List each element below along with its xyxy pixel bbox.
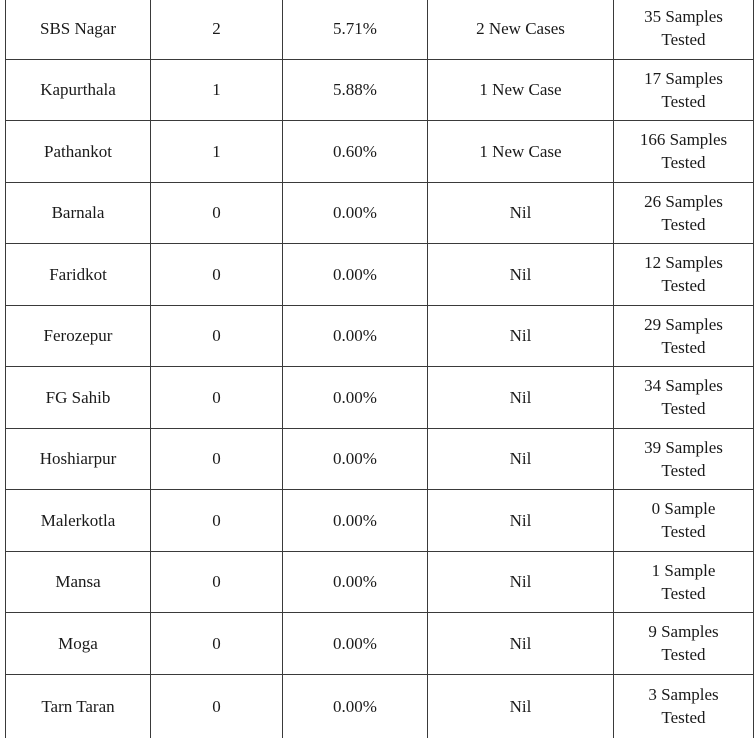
new-cases-cell: Nil: [428, 490, 614, 552]
new-cases-cell: Nil: [428, 244, 614, 306]
new-cases-cell: Nil: [428, 428, 614, 490]
new-cases-cell: Nil: [428, 551, 614, 613]
samples-label: Tested: [661, 522, 706, 542]
cases-cell: 0: [151, 182, 283, 244]
new-cases-cell: 2 New Cases: [428, 0, 614, 59]
positivity-cell: 0.00%: [283, 244, 428, 306]
samples-cell: [614, 244, 754, 306]
table-row: [6, 59, 754, 121]
samples-count: 17 Samples: [644, 68, 723, 88]
positivity-cell: 0.00%: [283, 182, 428, 244]
positivity-cell: 0.00%: [283, 674, 428, 738]
samples-count: 26 Samples: [644, 191, 723, 211]
samples-label: Tested: [661, 337, 706, 357]
positivity-cell: 5.88%: [283, 59, 428, 121]
samples-count: 9 Samples: [648, 622, 719, 642]
cases-cell: 0: [151, 551, 283, 613]
table-row: [6, 121, 754, 183]
samples-count: 166 Samples: [639, 130, 728, 150]
cases-cell: 0: [151, 613, 283, 675]
cases-cell: 0: [151, 244, 283, 306]
district-cell: SBS Nagar: [6, 0, 151, 59]
positivity-cell: 0.00%: [283, 428, 428, 490]
new-cases-cell: 1 New Case: [428, 59, 614, 121]
samples-count: 35 Samples: [644, 7, 723, 27]
district-cell: Kapurthala: [6, 59, 151, 121]
samples-cell: [614, 613, 754, 675]
cases-cell: 0: [151, 490, 283, 552]
samples-count: 0 Sample: [651, 499, 716, 519]
district-cell: Moga: [6, 613, 151, 675]
district-cell: Hoshiarpur: [6, 428, 151, 490]
samples-label: Tested: [661, 91, 706, 111]
cases-cell: 1: [151, 59, 283, 121]
cases-cell: 0: [151, 428, 283, 490]
positivity-cell: 0.00%: [283, 305, 428, 367]
district-cell: Faridkot: [6, 244, 151, 306]
cases-cell: 0: [151, 305, 283, 367]
samples-count: 12 Samples: [644, 253, 723, 273]
samples-label: Tested: [661, 30, 706, 50]
table-row: [6, 613, 754, 675]
samples-label: Tested: [661, 460, 706, 480]
district-cell: Pathankot: [6, 121, 151, 183]
table-row: [6, 490, 754, 552]
samples-label: Tested: [661, 583, 706, 603]
samples-label: Tested: [661, 153, 706, 173]
positivity-cell: 0.00%: [283, 367, 428, 429]
table-row: [6, 367, 754, 429]
cases-cell: 0: [151, 367, 283, 429]
samples-label: Tested: [661, 214, 706, 234]
cases-cell: 1: [151, 121, 283, 183]
new-cases-cell: Nil: [428, 182, 614, 244]
positivity-cell: 5.71%: [283, 0, 428, 59]
samples-cell: [614, 551, 754, 613]
new-cases-cell: Nil: [428, 674, 614, 738]
table-row: [6, 674, 754, 738]
positivity-cell: 0.00%: [283, 551, 428, 613]
samples-cell: [614, 121, 754, 183]
table-row: [6, 305, 754, 367]
samples-count: 34 Samples: [644, 376, 723, 396]
samples-cell: [614, 428, 754, 490]
district-cell: Malerkotla: [6, 490, 151, 552]
new-cases-cell: Nil: [428, 613, 614, 675]
samples-label: Tested: [661, 708, 706, 727]
district-table-container: [5, 0, 754, 738]
district-covid-table: [5, 0, 754, 738]
samples-cell: [614, 490, 754, 552]
samples-label: Tested: [661, 645, 706, 665]
table-row: [6, 551, 754, 613]
samples-label: Tested: [661, 399, 706, 419]
new-cases-cell: Nil: [428, 367, 614, 429]
positivity-cell: 0.00%: [283, 490, 428, 552]
table-row: [6, 244, 754, 306]
district-cell: Barnala: [6, 182, 151, 244]
district-cell: Tarn Taran: [6, 674, 151, 738]
positivity-cell: 0.00%: [283, 613, 428, 675]
samples-cell: [614, 0, 754, 59]
table-row: [6, 428, 754, 490]
samples-label: Tested: [661, 276, 706, 296]
samples-cell: [614, 59, 754, 121]
table-body: [6, 0, 754, 738]
samples-count: 39 Samples: [644, 437, 723, 457]
samples-cell: [614, 305, 754, 367]
district-cell: FG Sahib: [6, 367, 151, 429]
table-row: [6, 182, 754, 244]
samples-count: 29 Samples: [644, 314, 723, 334]
samples-cell: [614, 182, 754, 244]
table-row: [6, 0, 754, 59]
samples-cell: [614, 367, 754, 429]
samples-count: 1 Sample: [651, 560, 716, 580]
district-cell: Ferozepur: [6, 305, 151, 367]
district-cell: Mansa: [6, 551, 151, 613]
cases-cell: 2: [151, 0, 283, 59]
samples-count: 3 Samples: [648, 685, 719, 704]
positivity-cell: 0.60%: [283, 121, 428, 183]
new-cases-cell: Nil: [428, 305, 614, 367]
new-cases-cell: 1 New Case: [428, 121, 614, 183]
cases-cell: 0: [151, 674, 283, 738]
samples-cell: [614, 674, 754, 738]
